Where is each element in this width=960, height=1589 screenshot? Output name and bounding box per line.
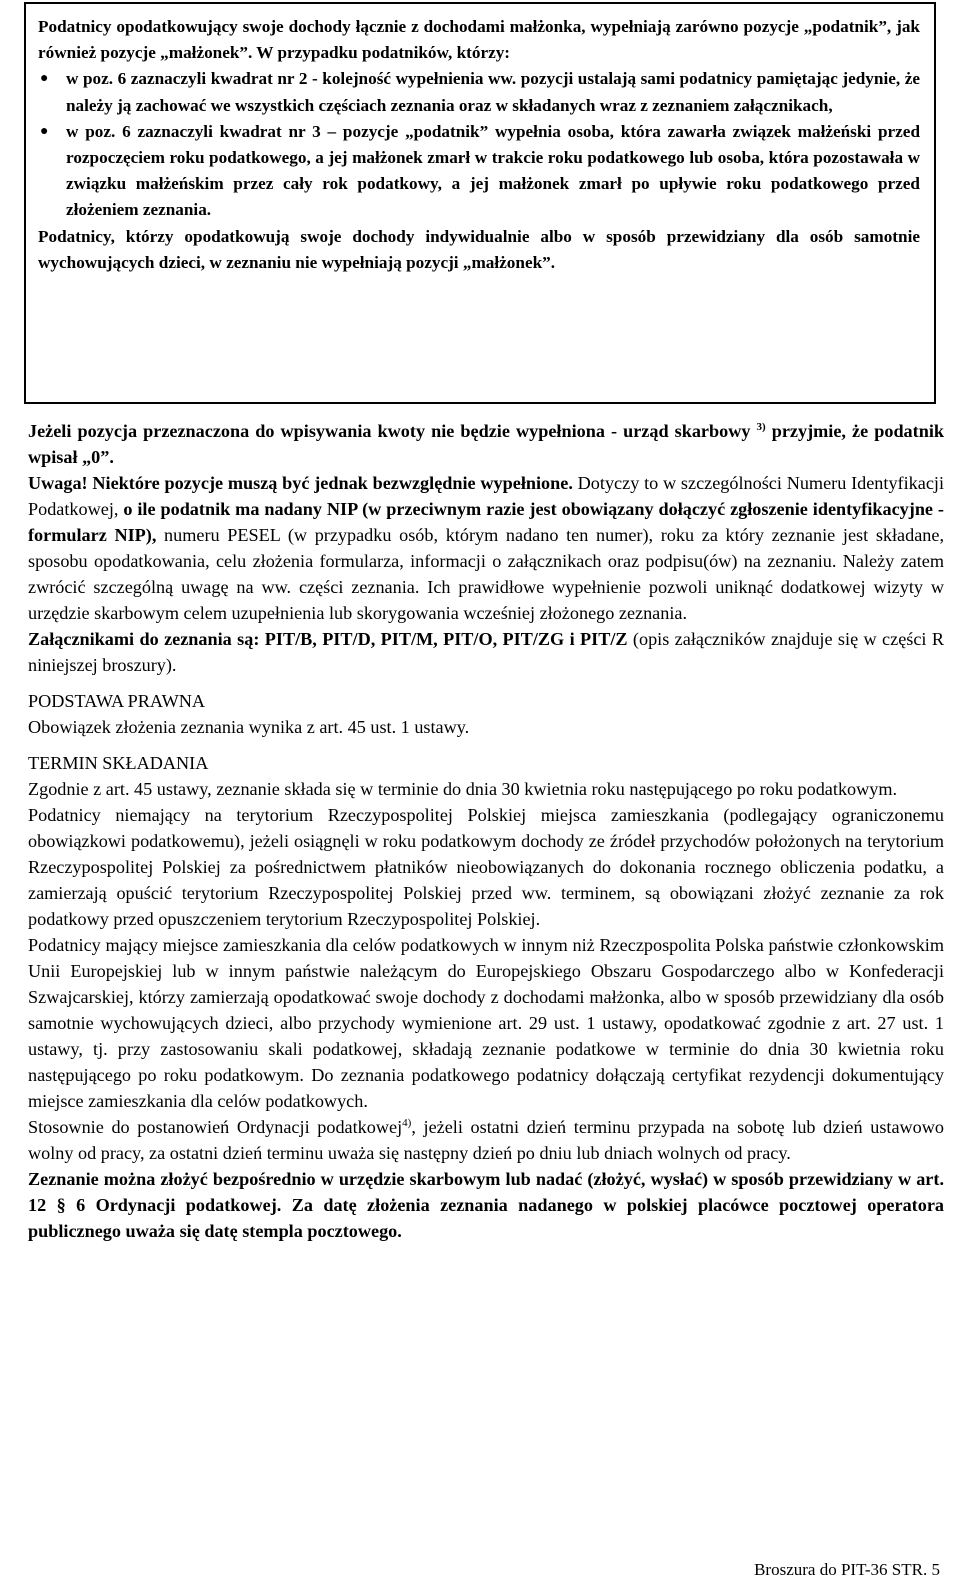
box-intro: Podatnicy opodatkowujący swoje dochody łącznie z dochodami małżonka, wypełniają zarówno pozycje „podatnik”, jak również pozycje „małżonek”. W przypadku podatników, którzy: [38, 17, 920, 63]
warning-bold-nip: o ile podatnik ma nadany NIP (w przeciwnym razie jest obowiązany dołączyć zgłoszenie identyfikacyjne - formularz NIP), [28, 499, 944, 545]
heading-deadline: TERMIN SKŁADANIA [28, 753, 209, 773]
footnote-ref: 3) [756, 420, 766, 433]
deadline-p2: Podatnicy niemający na terytorium Rzeczypospolitej Polskiej miejsca zamieszkania (podlegający ograniczonemu obowiązkowi podatkowemu), jeżeli osiągnęli w roku podatkowym dochody ze źródeł przychodów położonych na terytorium Rzeczypospolitej Polskiej za pośrednictwem płatników nieobowiązanych do dokonania rocznego obliczenia podatku, a zamierzają opuścić terytorium Rzeczypospolitej Polskiej przed ww. terminem, są obowiązani złożyć zeznanie za rok podatkowy przed opuszczeniem terytorium Rzeczypospolitej Polskiej. [28, 805, 944, 929]
paragraph-empty-fields [28, 418, 944, 470]
deadline-p3: Podatnicy mający miejsce zamieszkania dla celów podatkowych w innym niż Rzeczpospolita Polska państwie członkowskim Unii Europejskiej lub w innym państwie należącym do Europejskiego Obszaru Gospodarczego albo w Konfederacji Szwajcarskiej, którzy zamierzają opodatkować swoje dochody z dochodami małżonka, albo w sposób przewidziany dla osób samotnie wychowujących dzieci, albo przychody wymienione art. 29 ust. 1 ustawy, opodatkować zgodnie z art. 27 ust. 1 ustawy, tj. przy zastosowaniu skali podatkowej, składają zeznanie podatkowe w terminie do dnia 30 kwietnia roku następującego po roku podatkowym. Do zeznania podatkowego podatnicy dołączają certyfikat rezydencji dokumentujący miejsce zamieszkania dla celów podatkowych. [28, 935, 944, 1111]
warning-text-2: numeru PESEL (w przypadku osób, którym nadano ten numer), roku za który zeznanie jest składane, sposobu opodatkowania, celu złożenia formularza, informacji o załącznikach oraz podpisu(ów) na zeznaniu. Należy zatem zwrócić szczególną uwagę na ww. części zeznania. Ich prawidłowe wypełnienie pozwoli uniknąć dodatkowej wizyty w urzędzie skarbowym celem uzupełnienia lub skorygowania wcześniej złożonego zeznania. [28, 525, 944, 623]
info-box [24, 2, 936, 404]
footnote-ref: 4) [402, 1116, 412, 1129]
p4-text-b: , jeżeli ostatni dzień terminu przypada na sobotę lub dzień ustawowo wolny od pracy, za ostatni dzień terminu uważa się następny dzień po dniu lub dniach wolnych od pracy. [28, 1117, 944, 1163]
deadline-p5: Zeznanie można złożyć bezpośrednio w urzędzie skarbowym lub nadać (złożyć, wysłać) w sposób przewidziany w art. 12 § 6 Ordynacji podatkowej. Za datę złożenia zeznania nadanego w polskiej placówce pocztowej operatora publicznego uważa się datę stempla pocztowego. [28, 1169, 944, 1241]
page-footer: Broszura do PIT-36 STR. 5 [754, 1560, 940, 1579]
attachments-text: (opis załączników znajduje się w części R niniejszej broszury). [28, 629, 944, 675]
p4-text-a: Stosownie do postanowień Ordynacji podatkowej [28, 1117, 403, 1137]
main-content [28, 418, 944, 1244]
deadline-p1: Zgodnie z art. 45 ustawy, zeznanie składa się w terminie do dnia 30 kwietnia roku następującego po roku podatkowym. [28, 779, 898, 799]
p1-text2: przyjmie, że podatnik wpisał „0”. [28, 421, 944, 467]
p1-text: Jeżeli pozycja przeznaczona do wpisywania kwoty nie będzie wypełniona - urząd skarbowy [28, 421, 751, 441]
bullet-icon: ● [40, 123, 49, 139]
paragraph-attachments [28, 626, 944, 678]
box-closing: Podatnicy, którzy opodatkowują swoje dochody indywidualnie albo w sposób przewidziany dla osób samotnie wychowujących dzieci, w zeznaniu nie wypełniają pozycji „małżonek”. [38, 226, 920, 272]
box-bullet-text: w poz. 6 zaznaczyli kwadrat nr 3 – pozycje „podatnik” wypełnia osoba, która zawarła związek małżeński przed rozpoczęciem roku podatkowego, a jej małżonek zmarł w trakcie roku podatkowego lub osoba, która pozostawała w związku małżeńskim przez cały rok podatkowy, a jej małżonek zmarł po upływie roku podatkowego przed złożeniem zeznania. [66, 121, 920, 220]
legal-basis-text: Obowiązek złożenia zeznania wynika z art. 45 ust. 1 ustawy. [28, 717, 470, 737]
box-bullet-1 [38, 66, 920, 118]
warning-text-1: Dotyczy to w szczególności Numeru Identyfikacji Podatkowej, [28, 473, 945, 519]
deadline-p4 [28, 1114, 944, 1166]
box-bullet-2 [38, 119, 920, 224]
paragraph-warning [28, 470, 944, 626]
heading-legal-basis: PODSTAWA PRAWNA [28, 691, 206, 711]
attachments-bold: Załącznikami do zeznania są: PIT/B, PIT/D, PIT/M, PIT/O, PIT/ZG i PIT/Z [28, 629, 628, 649]
bullet-icon: ● [40, 71, 49, 87]
warning-bold: Uwaga! Niektóre pozycje muszą być jednak bezwzględnie wypełnione. [28, 473, 573, 493]
box-bullet-text: w poz. 6 zaznaczyli kwadrat nr 2 - kolejność wypełnienia ww. pozycji ustalają sami podatnicy pamiętając jedynie, że należy ją zachować we wszystkich częściach zeznania oraz w składanych wraz z zeznaniem załącznikach, [66, 69, 920, 115]
